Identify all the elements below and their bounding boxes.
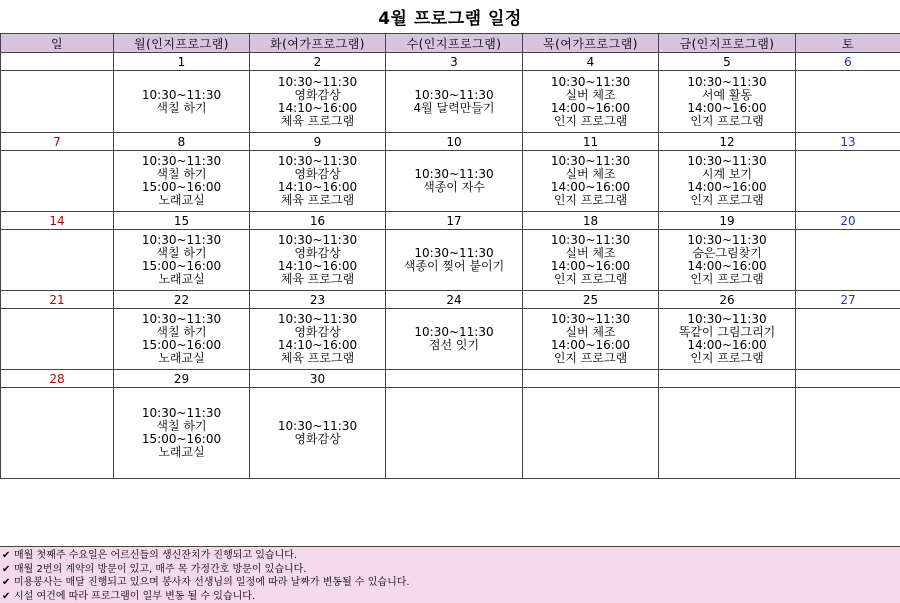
date-cell: 17 xyxy=(386,212,523,230)
schedule-activity: 실버 체조 xyxy=(565,167,616,181)
schedule-cell xyxy=(386,388,523,479)
weekday-header: 목(여가프로그램) xyxy=(523,34,659,53)
schedule-cell xyxy=(796,230,900,291)
date-cell: 6 xyxy=(796,53,900,71)
schedule-cell xyxy=(523,388,659,479)
date-cell: 18 xyxy=(523,212,659,230)
date-cell xyxy=(1,53,114,71)
schedule-time: 14:00~16:00 xyxy=(550,180,631,194)
schedule-cell xyxy=(386,151,523,212)
schedule-activity: 색칠 하기 xyxy=(156,419,207,433)
weekday-header-row xyxy=(1,34,900,53)
date-row xyxy=(1,53,900,71)
schedule-cell xyxy=(250,309,386,370)
schedule-cell xyxy=(1,388,114,479)
schedule-row xyxy=(1,230,900,291)
page-title: 4월 프로그램 일정 xyxy=(378,9,522,29)
schedule-activity: 노래교실 xyxy=(158,272,205,286)
schedule-activity: 똑같이 그림그리기 xyxy=(678,325,776,339)
schedule-time: 10:30~11:30 xyxy=(277,74,358,89)
weekday-header: 토 xyxy=(796,34,900,53)
schedule-cell xyxy=(114,71,250,133)
schedule-time: 14:10~16:00 xyxy=(277,100,358,115)
date-cell: 22 xyxy=(114,291,250,309)
schedule-activity: 영화감상 xyxy=(294,87,341,102)
schedule-activity: 노래교실 xyxy=(158,445,205,459)
note-item xyxy=(0,576,900,590)
schedule-time: 10:30~11:30 xyxy=(550,233,631,247)
date-cell: 26 xyxy=(659,291,796,309)
date-row xyxy=(1,370,900,388)
schedule-time: 14:10~16:00 xyxy=(277,259,358,273)
schedule-activity: 4월 달력만들기 xyxy=(413,100,495,115)
weekday-header: 금(인지프로그램) xyxy=(659,34,796,53)
schedule-activity: 인지 프로그램 xyxy=(553,351,628,365)
schedule-cell xyxy=(114,151,250,212)
schedule-activity: 인지 프로그램 xyxy=(553,113,628,128)
schedule-activity: 색종이 자수 xyxy=(423,180,485,194)
date-cell: 19 xyxy=(659,212,796,230)
note-text: 매월 첫째주 수요일은 어르신들의 생신잔치가 진행되고 있습니다. xyxy=(14,550,298,561)
schedule-activity: 인지 프로그램 xyxy=(553,272,628,286)
schedule-cell xyxy=(386,230,523,291)
weekday-header: 수(인지프로그램) xyxy=(386,34,523,53)
schedule-time: 14:00~16:00 xyxy=(550,338,631,352)
schedule-cell xyxy=(250,230,386,291)
date-cell: 5 xyxy=(659,53,796,71)
schedule-activity: 영화감상 xyxy=(294,432,341,446)
schedule-time: 14:10~16:00 xyxy=(277,180,358,194)
schedule-activity: 체육 프로그램 xyxy=(280,272,355,286)
schedule-cell xyxy=(114,230,250,291)
schedule-time: 10:30~11:30 xyxy=(141,406,222,420)
schedule-cell xyxy=(114,388,250,479)
schedule-cell xyxy=(796,71,900,133)
schedule-activity: 시계 보기 xyxy=(701,167,753,181)
checkmark-icon: ✔ xyxy=(2,563,11,575)
checkmark-icon: ✔ xyxy=(2,550,11,561)
schedule-time: 15:00~16:00 xyxy=(141,432,222,446)
schedule-cell xyxy=(659,309,796,370)
schedule-time: 15:00~16:00 xyxy=(141,338,222,352)
schedule-row xyxy=(1,388,900,479)
schedule-time: 15:00~16:00 xyxy=(141,180,222,194)
schedule-time: 14:00~16:00 xyxy=(687,100,767,115)
schedule-row xyxy=(1,71,900,133)
note-item xyxy=(0,549,900,563)
schedule-cell xyxy=(114,309,250,370)
schedule-time: 10:30~11:30 xyxy=(277,419,358,433)
schedule-activity: 실버 체조 xyxy=(565,325,616,339)
schedule-cell xyxy=(523,71,659,133)
date-cell: 14 xyxy=(1,212,114,230)
schedule-cell xyxy=(659,230,796,291)
schedule-cell xyxy=(386,309,523,370)
note-text: 매월 2번의 계약의 방문이 있고, 매주 목 가정간호 방문이 있습니다. xyxy=(14,563,307,575)
schedule-activity: 색칠 하기 xyxy=(156,167,207,181)
schedule-activity: 숨은그림찾기 xyxy=(692,246,762,260)
schedule-activity: 영화감상 xyxy=(294,167,341,181)
schedule-time: 14:00~16:00 xyxy=(687,180,767,194)
schedule-cell xyxy=(1,230,114,291)
calendar-table xyxy=(0,33,900,479)
date-cell: 1 xyxy=(114,53,250,71)
schedule-time: 10:30~11:30 xyxy=(277,154,358,168)
schedule-activity: 영화감상 xyxy=(294,325,341,339)
schedule-time: 14:00~16:00 xyxy=(550,259,631,273)
schedule-activity: 인지 프로그램 xyxy=(690,272,764,286)
date-cell: 4 xyxy=(523,53,659,71)
date-cell: 28 xyxy=(1,370,114,388)
schedule-activity: 서예 활동 xyxy=(701,87,753,102)
schedule-time: 14:00~16:00 xyxy=(687,338,767,352)
date-cell: 2 xyxy=(250,53,386,71)
date-cell: 3 xyxy=(386,53,523,71)
schedule-cell xyxy=(250,151,386,212)
schedule-activity: 색칠 하기 xyxy=(156,100,207,115)
date-cell: 16 xyxy=(250,212,386,230)
schedule-time: 10:30~11:30 xyxy=(141,154,222,168)
schedule-time: 10:30~11:30 xyxy=(550,312,631,326)
schedule-cell xyxy=(523,230,659,291)
date-cell: 15 xyxy=(114,212,250,230)
date-cell: 20 xyxy=(796,212,900,230)
date-cell: 27 xyxy=(796,291,900,309)
note-item xyxy=(0,563,900,577)
schedule-activity: 실버 체조 xyxy=(565,246,616,260)
schedule-activity: 색칠 하기 xyxy=(156,325,207,339)
schedule-activity: 인지 프로그램 xyxy=(690,351,764,365)
checkmark-icon: ✔ xyxy=(2,590,11,602)
date-cell: 11 xyxy=(523,133,659,151)
note-text: 미용봉사는 매달 진행되고 있으며 봉사자 선생님의 일정에 따라 날짜가 변동될 수 있습니다. xyxy=(14,577,410,588)
schedule-activity: 색종이 찢어 붙이기 xyxy=(403,259,505,273)
notes-section xyxy=(0,546,900,603)
schedule-cell xyxy=(796,388,900,479)
schedule-cell xyxy=(250,71,386,133)
schedule-time: 10:30~11:30 xyxy=(414,167,494,181)
date-cell: 8 xyxy=(114,133,250,151)
schedule-activity: 색칠 하기 xyxy=(156,246,207,260)
schedule-cell xyxy=(1,71,114,133)
date-cell: 23 xyxy=(250,291,386,309)
schedule-activity: 인지 프로그램 xyxy=(690,193,764,207)
schedule-cell xyxy=(250,388,386,479)
date-cell: 13 xyxy=(796,133,900,151)
schedule-activity: 인지 프로그램 xyxy=(553,193,628,207)
schedule-cell xyxy=(386,71,523,133)
weekday-header: 화(여가프로그램) xyxy=(250,34,386,53)
date-row xyxy=(1,291,900,309)
schedule-time: 10:30~11:30 xyxy=(277,312,358,326)
schedule-activity: 체육 프로그램 xyxy=(280,113,355,128)
schedule-time: 10:30~11:30 xyxy=(141,233,222,247)
schedule-time: 10:30~11:30 xyxy=(277,233,358,247)
schedule-time: 10:30~11:30 xyxy=(414,87,494,102)
schedule-cell xyxy=(1,151,114,212)
schedule-activity: 체육 프로그램 xyxy=(280,351,355,365)
schedule-cell xyxy=(523,309,659,370)
schedule-time: 14:00~16:00 xyxy=(687,259,767,273)
schedule-cell xyxy=(1,309,114,370)
schedule-row xyxy=(1,309,900,370)
weekday-header: 일 xyxy=(1,34,114,53)
date-cell: 9 xyxy=(250,133,386,151)
date-cell: 24 xyxy=(386,291,523,309)
schedule-cell xyxy=(659,388,796,479)
date-cell: 29 xyxy=(114,370,250,388)
schedule-time: 10:30~11:30 xyxy=(687,74,767,89)
note-text: 시설 여건에 따라 프로그램이 일부 변동 될 수 있습니다. xyxy=(14,590,256,602)
schedule-activity: 노래교실 xyxy=(158,193,205,207)
schedule-cell xyxy=(796,309,900,370)
date-cell: 7 xyxy=(1,133,114,151)
schedule-time: 10:30~11:30 xyxy=(414,246,494,260)
date-row xyxy=(1,133,900,151)
schedule-activity: 점선 잇기 xyxy=(428,338,480,352)
schedule-time: 14:00~16:00 xyxy=(550,100,631,115)
date-cell xyxy=(659,370,796,388)
schedule-activity: 영화감상 xyxy=(294,246,341,260)
date-cell: 25 xyxy=(523,291,659,309)
schedule-activity: 인지 프로그램 xyxy=(690,113,764,128)
schedule-activity: 실버 체조 xyxy=(565,87,616,102)
schedule-cell xyxy=(659,71,796,133)
note-item xyxy=(0,590,900,603)
weekday-header: 월(인지프로그램) xyxy=(114,34,250,53)
date-cell xyxy=(523,370,659,388)
date-cell: 21 xyxy=(1,291,114,309)
schedule-time: 10:30~11:30 xyxy=(687,154,767,168)
schedule-cell xyxy=(523,151,659,212)
schedule-time: 10:30~11:30 xyxy=(141,87,222,102)
date-cell: 10 xyxy=(386,133,523,151)
date-row xyxy=(1,212,900,230)
schedule-time: 15:00~16:00 xyxy=(141,259,222,273)
date-cell: 30 xyxy=(250,370,386,388)
schedule-time: 14:10~16:00 xyxy=(277,338,358,352)
schedule-cell xyxy=(659,151,796,212)
schedule-time: 10:30~11:30 xyxy=(687,233,767,247)
date-cell xyxy=(796,370,900,388)
schedule-activity: 체육 프로그램 xyxy=(280,193,355,207)
schedule-cell xyxy=(796,151,900,212)
schedule-time: 10:30~11:30 xyxy=(141,312,222,326)
schedule-time: 10:30~11:30 xyxy=(550,154,631,168)
checkmark-icon: ✔ xyxy=(2,577,11,588)
schedule-activity: 노래교실 xyxy=(158,351,205,365)
schedule-time: 10:30~11:30 xyxy=(687,312,767,326)
schedule-time: 10:30~11:30 xyxy=(414,325,494,339)
schedule-row xyxy=(1,151,900,212)
schedule-time: 10:30~11:30 xyxy=(550,74,631,89)
date-cell xyxy=(386,370,523,388)
date-cell: 12 xyxy=(659,133,796,151)
